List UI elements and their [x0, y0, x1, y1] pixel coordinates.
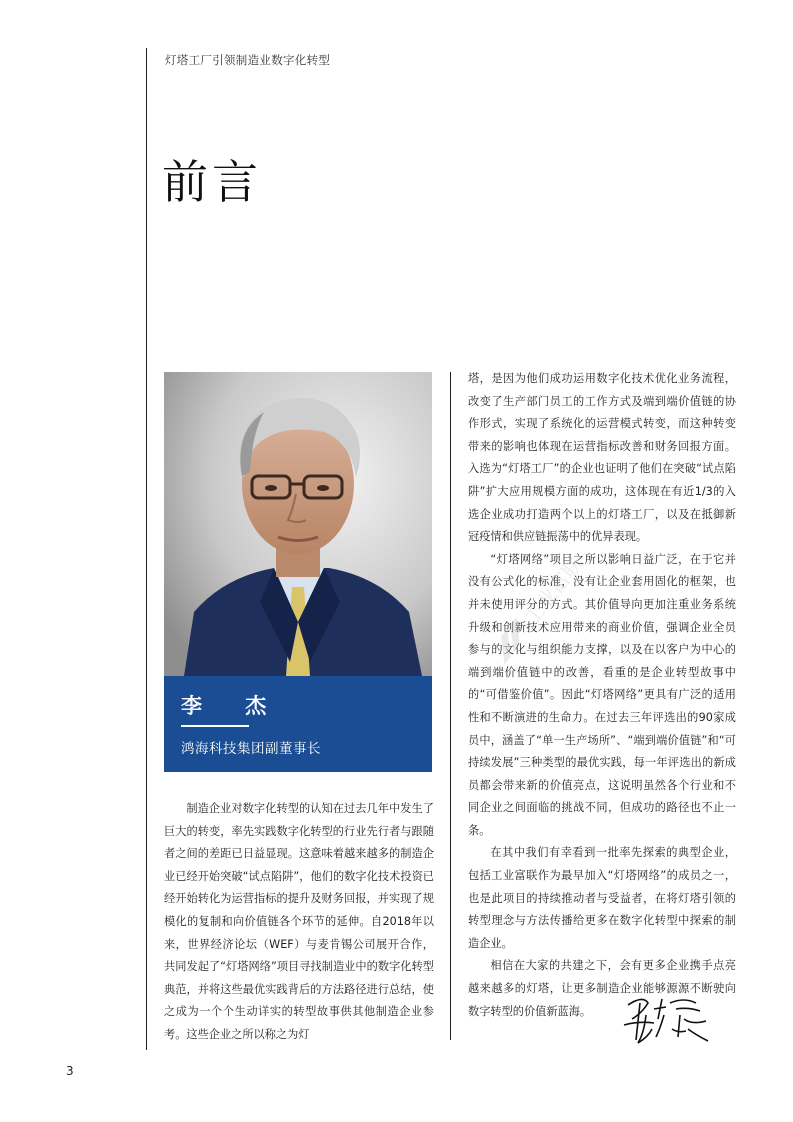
- name-underline: [181, 725, 249, 727]
- running-header: 灯塔工厂引领制造业数字化转型: [165, 53, 331, 67]
- signature: [618, 985, 718, 1055]
- paragraph: 在其中我们有幸看到一批率先探索的典型企业，包括工业富联作为最早加入“灯塔网络”的成员之一，也是此项目的持续推动者与受益者，在将灯塔引领的转型理念与方法传播给更多在数字化转型中探索的制造企业。: [468, 846, 736, 950]
- paragraph: “灯塔网络”项目之所以影响日益广泛，在于它并没有公式化的标准，没有让企业套用固化的框架，也并未使用评分的方式。其价值导向更加注重业务系统升级和创新技术应用带来的商业价值，强调企业全员参与的文化与组织能力支撑，以及在以客户为中心的端到端价值链中的改善，看重的是企业转型故事中的“可借鉴价值”。因此“灯塔网络”更具有广泛的适用性和不断演进的生命力。在过去三年评选出的90家成员中，涵盖了“单一生产场所”、“端到端价值链”和“可持续发展”三种类型的最优实践，每一年评选出的新成员都会带来新的价值亮点，这说明虽然各个行业和不同企业之间面临的挑战不同，但成功的路径也不止一条。: [468, 552, 736, 837]
- person-name: 李 杰: [181, 694, 285, 718]
- body-column-left: [164, 798, 434, 1047]
- watermark-text: 工业富联: [519, 551, 588, 630]
- margin-rule: [146, 48, 147, 1050]
- paragraph: 塔，是因为他们成功运用数字化技术优化业务流程，改变了生产部门员工的工作方式及端到端价值链的协作形式，实现了系统化的运营模式转变，而这种转变带来的影响也体现在运营指标改善和财务回报方面。入选为“灯塔工厂”的企业也证明了他们在突破“试点陷阱”扩大应用规模方面的成功，这体现在有近1/3的入选企业成功打造两个以上的灯塔工厂，以及在抵御新冠疫情和供应链振荡中的优异表现。: [468, 372, 736, 544]
- watermark-logo: [455, 545, 605, 735]
- person-title: 鸿海科技集团副董事长: [181, 741, 321, 757]
- paragraph: 制造企业对数字化转型的认知在过去几年中发生了巨大的转变，率先实践数字化转型的行业先行者与跟随者之间的差距已日益显现。这意味着越来越多的制造企业已经开始突破“试点陷阱”，他们的数字化技术投资已经开始转化为运营指标的提升及财务回报，并实现了规模化的复制和向价值链各个环节的延伸。自2018年以来，世界经济论坛（WEF）与麦肯锡公司展开合作，共同发起了“灯塔网络”项目寻找制造业中的数字化转型典范，并将这些最优实践背后的方法路径进行总结，使之成为一个个生动详实的转型故事供其他制造企业参考。这些企业之所以称之为灯: [164, 802, 434, 1041]
- page-title: 前言: [162, 155, 262, 209]
- portrait-photo: [164, 372, 432, 676]
- profile-card: [164, 372, 432, 772]
- column-divider: [450, 372, 451, 1040]
- paragraph: 相信在大家的共建之下，会有更多企业携手点亮越来越多的灯塔，让更多制造企业能够源源不断驶向数字转型的价值新蓝海。: [468, 959, 736, 1018]
- name-plate: [164, 676, 432, 772]
- page-number: 3: [66, 1064, 74, 1078]
